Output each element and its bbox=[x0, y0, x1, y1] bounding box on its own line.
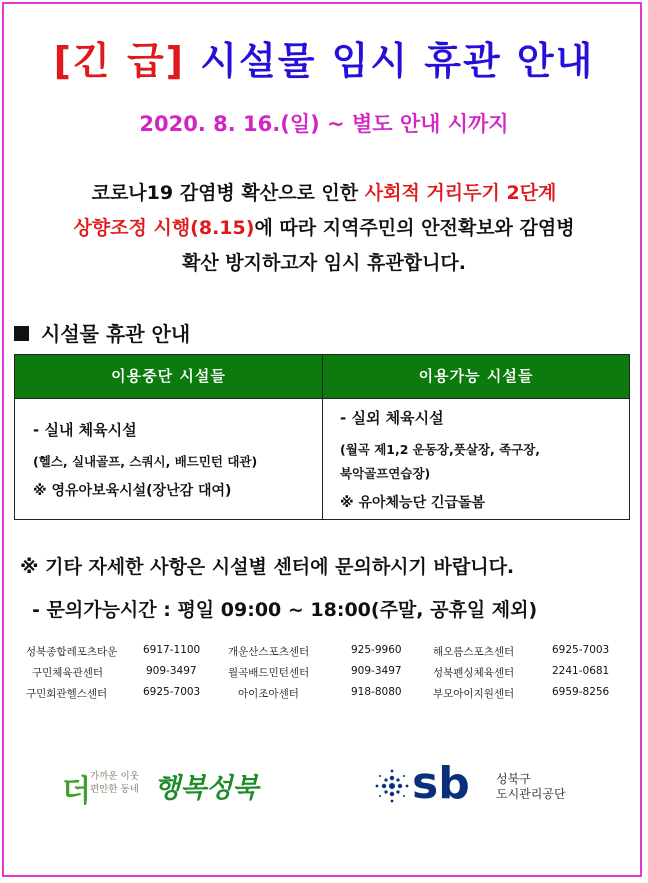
center-phone: 909-3497 bbox=[146, 665, 197, 677]
footer-logos bbox=[0, 758, 648, 822]
inquiry-hours: - 문의가능시간 : 평일 09:00 ~ 18:00(주말, 공휴일 제외) bbox=[32, 599, 538, 621]
title-main: 시설물 임시 휴관 안내 bbox=[200, 39, 595, 83]
center-phone: 6959-8256 bbox=[552, 686, 610, 698]
directory-row bbox=[0, 665, 648, 686]
notice-line-2 bbox=[0, 211, 648, 246]
center-name: 해오름스포츠센터 bbox=[433, 646, 515, 658]
logo-slogan: 행복성북 bbox=[154, 773, 259, 804]
suspended-item-childcare: ※ 영유아보육시설(장난감 대여) bbox=[33, 483, 232, 499]
available-facilities-cell bbox=[340, 407, 540, 512]
section-heading bbox=[14, 318, 190, 347]
directory-row bbox=[0, 644, 648, 665]
center-phone: 6917-1100 bbox=[143, 644, 201, 656]
corp-logo-mark: sb bbox=[412, 758, 470, 809]
center-phone: 6925-7003 bbox=[143, 686, 201, 698]
title-urgent-tag: [긴 급] bbox=[53, 39, 186, 83]
notice-line-3: 확산 방지하고자 임시 휴관합니다. bbox=[181, 252, 467, 274]
available-item-emergency-care: ※ 유아체능단 긴급돌봄 bbox=[340, 495, 486, 511]
suspended-item-indoor: - 실내 체육시설 bbox=[33, 421, 137, 439]
suspended-item-indoor-detail: (헬스, 실내골프, 스쿼시, 배드민턴 대관) bbox=[33, 454, 258, 469]
notice-highlight: 상향조정 시행(8.15) bbox=[73, 217, 255, 239]
corp-name-line: 도시관리공단 bbox=[496, 787, 566, 801]
center-name: 성북종합레포츠타운 bbox=[26, 646, 118, 658]
logo-text: 더 bbox=[62, 774, 91, 809]
closure-notice bbox=[0, 176, 648, 281]
available-item-outdoor-detail-2: 북악골프연습장) bbox=[340, 466, 431, 481]
section-heading-text: 시설물 휴관 안내 bbox=[41, 322, 191, 346]
center-directory bbox=[0, 644, 648, 707]
logo-text: 편안한 동네 bbox=[90, 784, 139, 795]
center-phone: 925-9960 bbox=[351, 644, 402, 656]
logo-text bbox=[90, 770, 139, 796]
suspended-facilities-cell bbox=[33, 407, 257, 500]
table-column-divider bbox=[322, 355, 323, 519]
center-name: 구민회관헬스센터 bbox=[26, 688, 108, 700]
inquiry-notice: ※ 기타 자세한 사항은 시설별 센터에 문의하시기 바랍니다. bbox=[20, 556, 515, 578]
notice-highlight: 사회적 거리두기 2단계 bbox=[364, 182, 557, 204]
center-name: 아이조아센터 bbox=[238, 688, 299, 700]
notice-text: 코로나19 감염병 확산으로 인한 bbox=[91, 182, 365, 204]
center-name: 개운산스포츠센터 bbox=[228, 646, 310, 658]
notice-line-1 bbox=[0, 176, 648, 211]
available-item-outdoor: - 실외 체육시설 bbox=[340, 409, 444, 427]
center-name: 월곡배드민턴센터 bbox=[228, 667, 310, 679]
page-title bbox=[0, 30, 648, 85]
header-suspended: 이용중단 시설들 bbox=[111, 367, 226, 385]
center-name: 성북펜싱체육센터 bbox=[433, 667, 515, 679]
table-row-divider bbox=[15, 398, 629, 399]
closure-period: 2020. 8. 16.(일) ~ 별도 안내 시까지 bbox=[139, 112, 509, 136]
corp-name-line: 성북구 bbox=[496, 772, 531, 786]
center-phone: 2241-0681 bbox=[552, 665, 610, 677]
facility-table bbox=[14, 354, 630, 520]
center-name: 구민체육관센터 bbox=[32, 667, 104, 679]
logo-text: 가까운 이웃 bbox=[90, 771, 139, 782]
corp-name bbox=[496, 772, 566, 802]
header-available: 이용가능 시설들 bbox=[418, 367, 534, 385]
square-bullet-icon bbox=[14, 326, 29, 341]
center-name: 부모아이지원센터 bbox=[433, 688, 515, 700]
available-item-outdoor-detail-1: (월곡 제1,2 운동장,풋살장, 족구장, bbox=[340, 442, 541, 457]
center-phone: 909-3497 bbox=[351, 665, 402, 677]
center-phone: 6925-7003 bbox=[552, 644, 610, 656]
center-phone: 918-8080 bbox=[351, 686, 402, 698]
corp-emblem-icon bbox=[370, 768, 414, 804]
notice-text: 에 따라 지역주민의 안전확보와 감염병 bbox=[254, 217, 575, 239]
directory-row bbox=[0, 686, 648, 707]
